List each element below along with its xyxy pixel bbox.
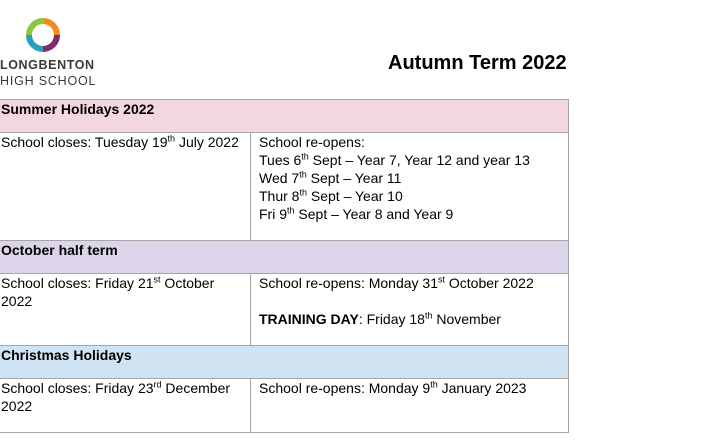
logo-text-line2: HIGH SCHOOL [0,74,97,88]
closes-text: School closes: Tuesday 19 [1,134,168,150]
reopens-cell [251,133,569,241]
closes-text-end: October 2022 [1,275,215,309]
reopen-line: Fri 9th Sept – Year 8 and Year 9 [259,205,454,222]
closes-text: School closes: Friday 23 [1,380,154,396]
ordinal-suffix: th [430,379,438,390]
reopens-text-end: January 2023 [437,380,527,396]
section-header-row [0,241,569,274]
training-day-label: TRAINING DAY [259,311,359,327]
reopens-cell [251,379,569,433]
school-logo [0,14,100,94]
ordinal-suffix: rd [153,379,162,390]
reopen-line: Wed 7th Sept – Year 11 [259,169,402,186]
term-dates-table [0,99,569,433]
spacer [259,292,562,310]
reopen-line: School re-opens: Monday 31st October 2022 [259,274,534,291]
logo-ring-icon [24,16,62,54]
ordinal-suffix: st [153,274,161,285]
closes-text: School closes: Friday 21 [1,275,154,291]
reopens-heading: School re-opens: [259,134,365,150]
reopen-line: Tues 6th Sept – Year 7, Year 12 and year 13 [259,151,530,168]
section-heading-october: October half term [0,241,569,274]
closes-cell [0,379,251,433]
training-day-line: TRAINING DAY: Friday 18th November [259,310,501,327]
section-heading-christmas: Christmas Holidays [0,346,569,379]
closes-cell [0,274,251,346]
section-heading-summer: Summer Holidays 2022 [0,100,569,133]
table-row [0,274,569,346]
closes-text-end: December 2022 [1,380,231,414]
page-title: Autumn Term 2022 [388,52,567,74]
reopens-text: School re-opens: Monday 9 [259,380,431,396]
closes-text-end: July 2022 [175,134,239,150]
table-row [0,379,569,433]
logo-text-line1: LONGBENTON [0,58,95,72]
closes-cell [0,133,251,241]
reopen-line: Thur 8th Sept – Year 10 [259,187,403,204]
reopens-cell [251,274,569,346]
table-row [0,133,569,241]
section-header-row [0,346,569,379]
ordinal-suffix: th [167,133,176,144]
section-header-row [0,100,569,133]
